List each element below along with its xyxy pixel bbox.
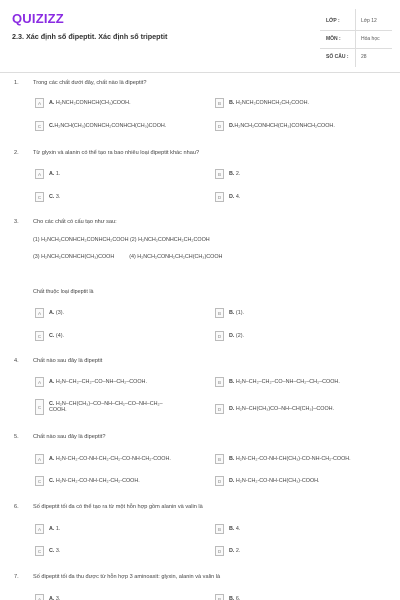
worksheet-header bbox=[0, 0, 400, 72]
option-label: C. bbox=[49, 123, 55, 129]
option-letter-box: D bbox=[215, 192, 224, 202]
option-letter-box: C bbox=[35, 546, 44, 556]
option-label: D. bbox=[229, 548, 235, 554]
question-text: Chất nào sau đây là đipeptit? bbox=[33, 434, 106, 440]
question-number: 1. bbox=[14, 80, 19, 86]
meta-value: 28 bbox=[361, 54, 367, 60]
option-letter-box: C bbox=[35, 476, 44, 486]
question-text: Chất nào sau đây là đipeptit bbox=[33, 358, 103, 364]
option-label: A. bbox=[49, 526, 55, 532]
meta-value: Lớp 12 bbox=[361, 18, 377, 24]
question-prompt: Chất thuộc loại đipeptit là bbox=[33, 289, 94, 295]
meta-key: LỚP : bbox=[326, 18, 340, 24]
option-text: 6. bbox=[235, 596, 241, 600]
question-number: 7. bbox=[14, 574, 19, 580]
option-label: D. bbox=[229, 123, 235, 129]
option-label: A. bbox=[49, 456, 55, 462]
option-text: H₂N–CH₂–CH₂–CO–NH–CH₂–CH₂–COOH. bbox=[235, 379, 340, 385]
option-text: H₂N-CH₂-CO-NH-CH₂-CH₂-CO-NH-CH₂-COOH. bbox=[55, 456, 171, 462]
option-text: H₂N-CH₂-CO-NH-CH₂-CH₂-COOH. bbox=[55, 478, 140, 484]
option-letter-box: B bbox=[215, 377, 224, 387]
option-text: H₂N-CH₂-CO-NH-CH(CH₃)-COOH. bbox=[235, 478, 320, 484]
option-label: C. bbox=[49, 333, 55, 339]
option-letter-box: B bbox=[215, 454, 224, 464]
option-letter-box: D bbox=[215, 331, 224, 341]
option-label: D. bbox=[229, 478, 235, 484]
worksheet-title: 2.3. Xác định số đipeptit. Xác định số tripeptit bbox=[12, 32, 168, 41]
option-text: H₂NCH(CH₃)CONHCH₂CONHCH(CH₃)COOH. bbox=[54, 123, 167, 129]
option-label: B. bbox=[229, 100, 235, 106]
option-letter-box: A bbox=[35, 98, 44, 108]
quizizz-logo: QUIZIZZ bbox=[12, 11, 64, 26]
option-label: C. bbox=[49, 401, 55, 407]
option-letter-box: D bbox=[215, 476, 224, 486]
question-text: Từ glyxin và alanin có thể tạo ra bao nhiêu loại đipeptit khác nhau? bbox=[33, 150, 200, 156]
meta-divider bbox=[355, 9, 392, 67]
header-divider bbox=[0, 72, 400, 73]
option-label: A. bbox=[49, 379, 55, 385]
option-text: 3. bbox=[55, 548, 61, 554]
option-text: 1. bbox=[55, 526, 61, 532]
option-label: A. bbox=[49, 310, 55, 316]
option-text: H₂N-CH₂-CO-NH-CH(CH₃)-CO-NH-CH₂-COOH. bbox=[235, 456, 351, 462]
option-label: D. bbox=[229, 194, 235, 200]
structure-line-1: (1) H₂NCH₂CONHCH₂CONHCH₂COOH (2) H₂NCH₂CONHCH₂CH₂COOH bbox=[33, 237, 210, 243]
option-text: 1. bbox=[55, 171, 61, 177]
option-label: D. bbox=[229, 333, 235, 339]
structure-line-2: (3) H₂NCH₂CONHCH(CH₃)COOH (4) H₂NCH₂CONH₂CH₂CH(CH₃)COOH bbox=[33, 254, 223, 260]
option-letter-box: C bbox=[35, 121, 44, 131]
option-letter-box: A bbox=[35, 308, 44, 318]
option-letter-box: B bbox=[215, 524, 224, 534]
option-text-cont: COOH. bbox=[49, 407, 67, 413]
option-label: C. bbox=[49, 548, 55, 554]
option-letter-box: B bbox=[215, 98, 224, 108]
meta-key: MÔN : bbox=[326, 36, 341, 42]
option-letter-box: C bbox=[35, 331, 44, 341]
option-letter-box: B bbox=[215, 594, 224, 600]
question-number: 3. bbox=[14, 219, 19, 225]
question-text: Cho các chất có cấu tạo như sau: bbox=[33, 219, 117, 225]
option-text: 3. bbox=[55, 596, 61, 600]
option-label: B. bbox=[229, 171, 235, 177]
option-label: B. bbox=[229, 526, 235, 532]
option-letter-box: D bbox=[215, 546, 224, 556]
option-text: 2. bbox=[235, 171, 241, 177]
option-letter-box: A bbox=[35, 377, 44, 387]
option-label: A. bbox=[49, 100, 55, 106]
option-letter-box: B bbox=[215, 169, 224, 179]
option-text: (4). bbox=[55, 333, 64, 339]
meta-value: Hóa học bbox=[361, 36, 380, 42]
option-label: B. bbox=[229, 596, 235, 600]
option-label: B. bbox=[229, 456, 235, 462]
option-text: H₂NCH₂CONHCH₂CH₂COOH. bbox=[235, 100, 309, 106]
question-number: 6. bbox=[14, 504, 19, 510]
option-letter-box: A bbox=[35, 169, 44, 179]
option-letter-box: A bbox=[35, 454, 44, 464]
option-text: 3. bbox=[55, 194, 61, 200]
option-label: D. bbox=[229, 406, 235, 412]
option-letter-box: C bbox=[35, 399, 44, 415]
option-text: (2). bbox=[235, 333, 244, 339]
question-text: Số đipeptit tối đa thu được từ hỗn hợp 3 aminoaxit: glyxin, alanin và valin là bbox=[33, 574, 221, 580]
option-text: (1). bbox=[235, 310, 244, 316]
question-number: 4. bbox=[14, 358, 19, 364]
option-letter-box: C bbox=[35, 192, 44, 202]
question-text: Trong các chất dưới đây, chất nào là đipeptit? bbox=[33, 80, 147, 86]
option-label: A. bbox=[49, 596, 55, 600]
option-letter-box: A bbox=[35, 524, 44, 534]
option-label: C. bbox=[49, 194, 55, 200]
option-text: (3). bbox=[55, 310, 64, 316]
option-letter-box: D bbox=[215, 404, 224, 414]
option-text: H₂N–CH(CH₃)CO–NH–CH(CH₃)–COOH. bbox=[235, 406, 335, 412]
option-text: H₂N–CH₂–CH₂–CO–NH–CH₂–COOH. bbox=[55, 379, 147, 385]
option-text: H₂N–CH(CH₃)–CO–NH–CH₂–CO–NH–CH₂– bbox=[55, 401, 163, 407]
option-label: A. bbox=[49, 171, 55, 177]
question-number: 5. bbox=[14, 434, 19, 440]
option-text: 2. bbox=[235, 548, 241, 554]
option-label: C. bbox=[49, 478, 55, 484]
meta-table bbox=[320, 13, 392, 67]
option-label: B. bbox=[229, 379, 235, 385]
meta-key: SỐ CÂU : bbox=[326, 54, 349, 60]
option-letter-box: D bbox=[215, 121, 224, 131]
option-text: 4. bbox=[235, 194, 241, 200]
option-text: 4. bbox=[235, 526, 241, 532]
question-number: 2. bbox=[14, 150, 19, 156]
option-letter-box: B bbox=[215, 308, 224, 318]
option-label: B. bbox=[229, 310, 235, 316]
option-text: H₂NCH₂CONHCH(CH₃)COOH. bbox=[55, 100, 131, 106]
question-text: Số đipeptit tối đa có thể tạo ra từ một hỗn hợp gồm alanin và valin là bbox=[33, 504, 203, 510]
option-text: H₂NCH₂CONHCH(CH₃)CONHCH₂COOH. bbox=[234, 123, 335, 129]
option-letter-box: A bbox=[35, 594, 44, 600]
